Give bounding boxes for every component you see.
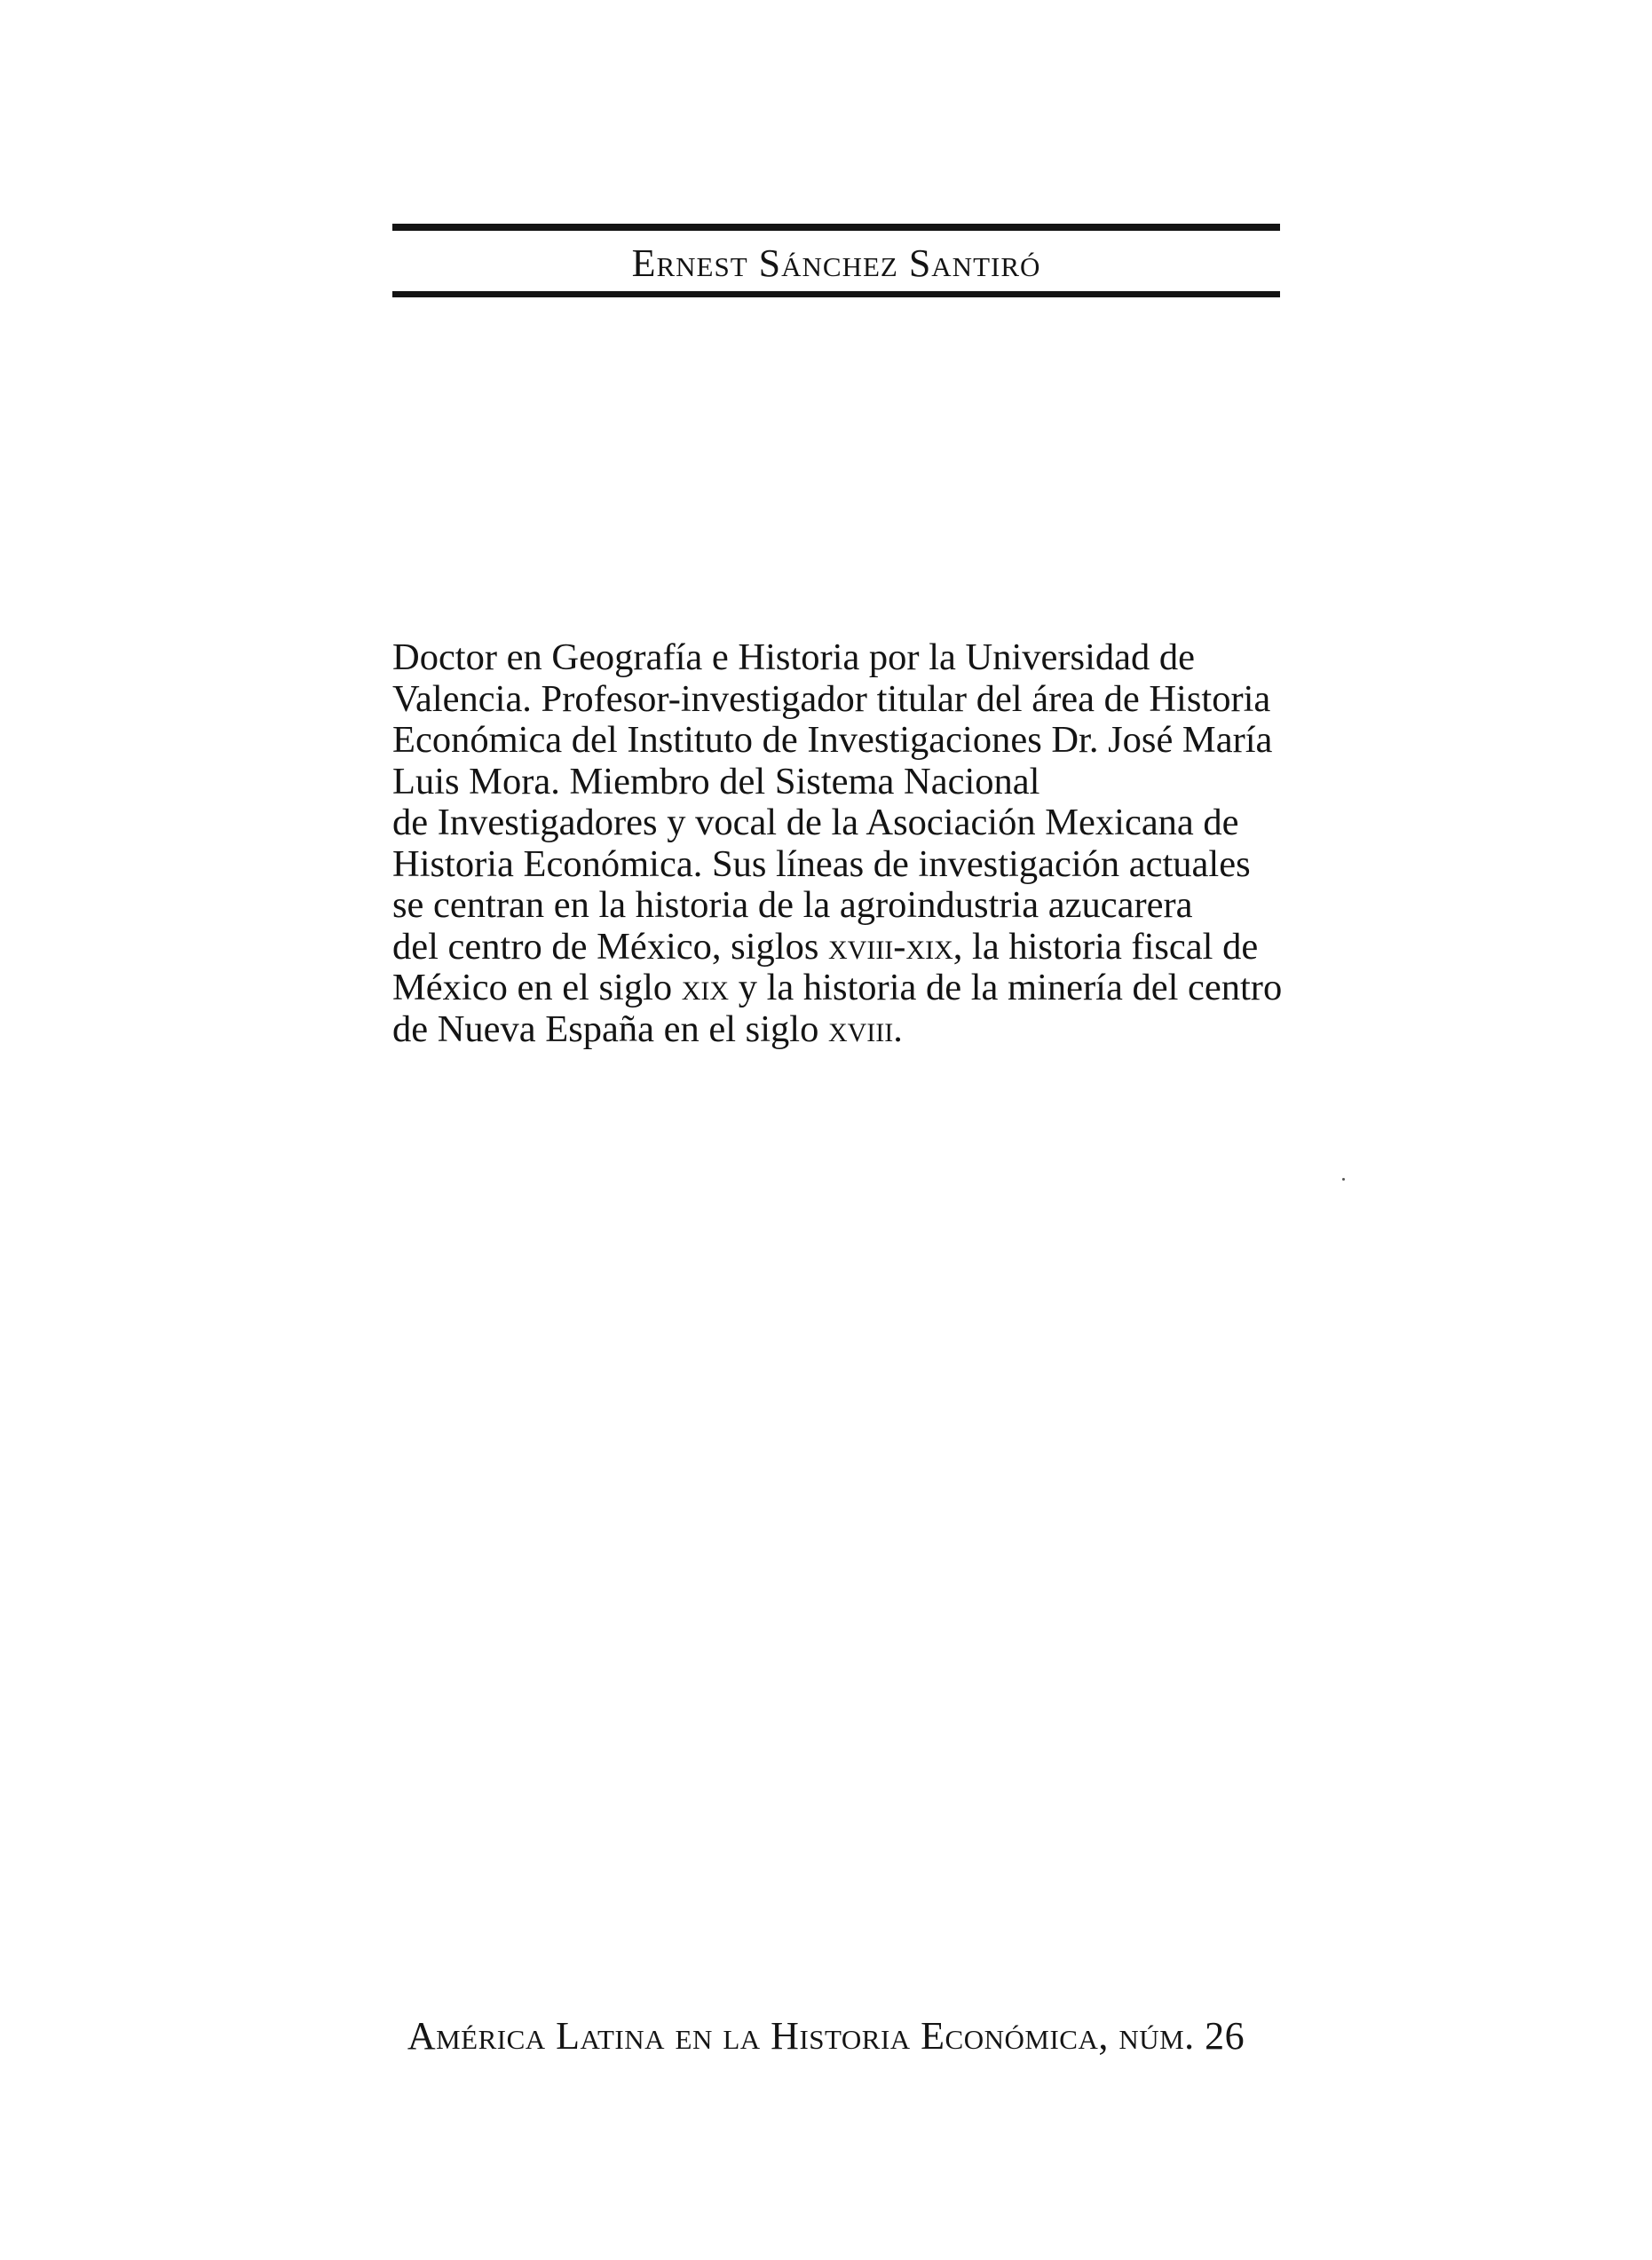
century-numeral: xviii — [827, 1008, 894, 1050]
bio-line: del centro de México, siglos xviii-xix, la historia fiscal de — [392, 925, 1259, 968]
bio-line: de Investigadores y vocal de la Asociación Mexicana de — [392, 802, 1239, 843]
header-rule-top — [392, 224, 1280, 231]
journal-footer-title: América Latina en la Historia Económica, núm. 26 — [407, 2014, 1245, 2058]
bio-line: Valencia. Profesor-investigador titular del área de Historia — [392, 677, 1271, 720]
bio-line: de Nueva España en el siglo xviii. — [392, 1008, 903, 1050]
author-biography — [392, 637, 1316, 1050]
scan-speck — [1342, 1178, 1345, 1181]
bio-line: México en el siglo xix y la historia de la minería del centro — [392, 967, 1283, 1008]
bio-line: Económica del Instituto de Investigaciones Dr. José María — [392, 719, 1273, 761]
bio-line: Luis Mora. Miembro del Sistema Nacional — [392, 760, 1040, 802]
header-rule-bottom — [392, 291, 1280, 297]
author-name: Ernest Sánchez Santiró — [631, 241, 1041, 285]
century-numeral: xviii-xix — [828, 925, 953, 968]
bio-line: se centran en la historia de la agroindustria azucarera — [392, 884, 1193, 926]
bio-line: Historia Económica. Sus líneas de investigación actuales — [392, 842, 1251, 885]
bio-line: Doctor en Geografía e Historia por la Universidad de — [392, 636, 1195, 678]
century-numeral: xix — [681, 967, 730, 1008]
